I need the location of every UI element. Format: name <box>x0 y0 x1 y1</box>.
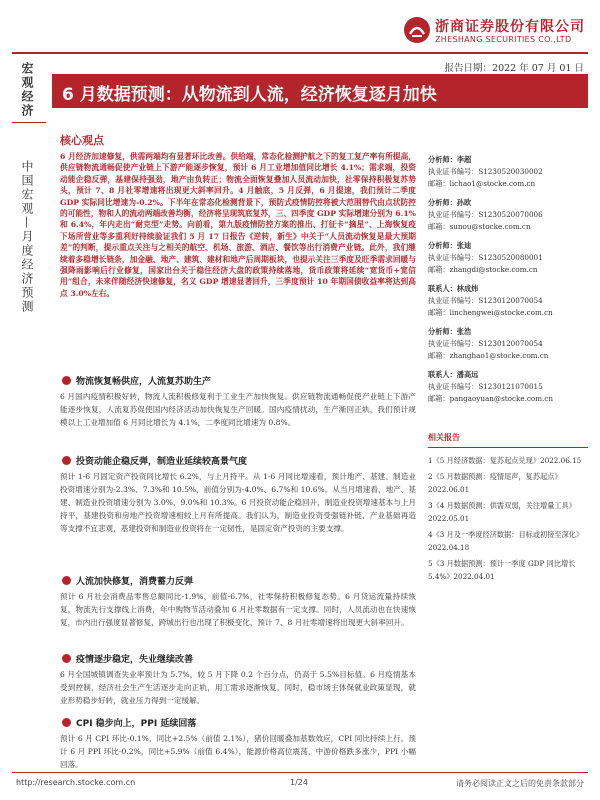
topic-title: 疫情逐步稳定，失业继续改善 <box>76 655 194 665</box>
topic-title: CPI 稳步向上，PPI 延续回落 <box>76 719 197 729</box>
company-name-en: ZHESHANG SECURITIES CO.,LTD <box>435 35 572 44</box>
title-bar <box>52 74 588 108</box>
analyst-card <box>428 326 588 362</box>
analyst-role: 分析师： <box>428 198 457 207</box>
topic-title: 人流加快修复，消费蓄力反弹 <box>76 577 194 587</box>
analyst-card <box>428 154 588 190</box>
analyst-cert: 执业证书编号：S1230120070054 <box>428 339 543 348</box>
core-view-heading: 核心观点 <box>60 134 104 147</box>
analyst-card <box>428 369 588 405</box>
analyst-cert: 执业证书编号：S1230121070015 <box>428 382 543 391</box>
topic-section <box>60 574 416 655</box>
analyst-name: 张迪 <box>456 241 472 250</box>
analyst-role: 联系人： <box>428 284 457 293</box>
analyst-card <box>428 197 588 233</box>
page-number: 1/24 <box>290 778 308 787</box>
disclaimer-note: 请务必阅读正文之后的免责条款部分 <box>456 779 584 788</box>
analyst-role: 分析师： <box>428 327 457 336</box>
topic-title: 投资动能企稳反弹，制造业延续较高景气度 <box>76 457 248 467</box>
related-reports <box>428 432 588 586</box>
topic-body: 6 月国内疫情积极好转，物流人流积极修复利于工业生产加快恢复。供应链物流通畅促使产业链上下游产能逐步恢复，人流复苏促使国内经济活动加快恢复生产回暖。国内疫情扰动，生产渐回正轨，我们预计规模以上工业增加值 6 月同比增长为 4.1%，二季度同比增速为 0.8%。 <box>60 392 416 427</box>
company-name-cn: 浙商证券股份有限公司 <box>435 19 585 35</box>
core-view-section <box>60 132 416 367</box>
analyst-email[interactable]: 邮箱：zhangdi@stocke.com.cn <box>428 265 538 274</box>
footer-url-link[interactable]: http://research.stocke.com.cn <box>16 778 136 787</box>
topic-section <box>60 374 416 455</box>
bullet-icon <box>62 376 71 385</box>
analyst-list <box>428 154 588 412</box>
analyst-cert: 执业证书编号：S1230120070054 <box>428 296 543 305</box>
topic-body: 预计 1-6 月固定资产投资同比增长 6.2%，与上月持平。从 1-6 月同比增速看，预计地产、基建、制造业投资增速分别为-2.3%、7.3%和 10.5%，前值分别为-4.0%、6.7%和 10.6%。从当月增速看，地产、基建、制造业投资增速分别为 3.0%、9.0%和 10.3%。6 月投资动能企稳回升，制造业投资增速基本与上月持平，基建投资和房地产投资增速相较上月有所提高。我们认为，制造业投资受强链补链、产业基础再造等支撑不宜悲观，基建投资和制造业投资将在一定韧性，是固定资产投资的主要支撑。 <box>60 472 416 533</box>
header-divider <box>12 52 588 54</box>
bullet-icon <box>62 654 71 663</box>
analyst-name: 孙欧 <box>456 198 472 207</box>
analyst-card <box>428 283 588 319</box>
topic-section <box>60 652 416 721</box>
company-logo-icon <box>403 16 431 44</box>
related-report-item[interactable]: 3《4 月数据预测：供需双弱，关注增量工具》2022.05.01 <box>428 501 576 523</box>
topic-body: 预计 6 月 CPI 环比-0.1%，同比+2.5%（前值 2.1%），猪价回暖叠加基数效应，CPI 同比持续上行。预计 6 月 PPI 环比-0.2%，同比+5.9%（前值 6.4%），能源价格高位震荡，中游价格跌多涨少，PPI 小幅回落。 <box>60 734 416 769</box>
report-category: 宏观经济 <box>20 62 34 118</box>
analyst-email[interactable]: 邮箱：linchengwei@stocke.com.cn <box>428 308 553 317</box>
analyst-name: 林成炜 <box>456 284 479 293</box>
topic-body: 6 月全国城镇调查失业率预计为 5.7%，较 5 月下降 0.2 个百分点，仍高于 5.5%目标值。6 月疫情基本受到控制，经济社会生产生活逐步走向正轨，用工需求逐渐恢复，同时，稳市场主体保就业政策显现，就业形势稳步好转，就业压力得到一定缓解。 <box>60 670 416 705</box>
analyst-cert: 执业证书编号：S1230520070006 <box>428 210 543 219</box>
page-title: 6 月数据预测：从物流到人流，经济恢复逐月加快 <box>62 85 437 105</box>
sidebar-divider <box>12 122 46 123</box>
company-logo <box>403 14 585 48</box>
analyst-cert: 执业证书编号：S1230520080001 <box>428 253 543 262</box>
analyst-email[interactable]: 邮箱：zhanghao1@stocke.com.cn <box>428 351 549 360</box>
analyst-name: 张浩 <box>456 327 472 336</box>
related-report-item[interactable]: 1《5 月经济数据：复苏起点兑现》2022.06.15 <box>428 456 582 465</box>
footer-divider <box>12 772 588 773</box>
topic-body: 预计 6 月社会消费品零售总额同比-1.9%，前值-6.7%，社零保持积极修复态势。6 月货运流量持续恢复，物流先行支撑线上消费，年中购物节活动叠加 6 月社零数据有一定支撑。同时，人员流动也在快速恢复，市内出行强度显著修复，跨城出行也出现了积极变化，预计 7、8 月社零增速将出现更大斜率回升。 <box>60 592 416 627</box>
core-view-text: 6 月经济加速修复，供需两端均有显著环比改善。供给端，常态化检测护航之下的复工复产率有所提高，供应链物流通畅促使产业链上下游产能逐步恢复，预计 6 月工业增加值同比增长 4.1%；需求端，投资动能企稳反弹，基建保持强劲，地产由负转正；物流全面恢复叠加人员流动加快，社零保持积极复苏势头，预计 7、8 月社零增速将出现更大斜率回升。4 月触底，5 月反弹，6 月提速，我们预计二季度 GDP 实际同比增速为-0.2%。下半年在常态化检测背景下，预防式疫情防控将被大范围替代由点状防控的可能性，物和人的流动两端改善均衡，经济将呈现筑底复苏，三、四季度 GDP 实际增速分别为 6.1%和 6.4%，年内走出“耐克型”走势。向前看，第九版疫情防控方案的推出、打征卡“摘星”、上海恢复疫下场所营业等多重利好持续验证我们 5 月 17 日报告《逆转，新生》中关于“人员流动恢复是最大预期差”的判断，提示重点关注与之相关的航空、机场、旅游、酒店、餐饮等出行消费产业链。此外，我们继续着多稳增长链条，加金融、地产、建筑、建材和地产后周期板块，也提示关注三季度及旺季需求回暖与强降雨影响后行业修复，国家出台关于稳住经济大盘的政策持续落地，货币政策将延续“宽货币+宽信用”组合，未来伴随经济快速修复，名义 GDP 增速显著回升，三季度预计 10 年期国债收益率将达到高点 3.0%左右。 <box>60 152 416 298</box>
analyst-cert: 执业证书编号：S1230520030002 <box>428 167 543 176</box>
analyst-role: 分析师： <box>428 241 457 250</box>
related-report-item[interactable]: 2《5 月数据预测：疫情尾声，复苏起点》2022.06.01 <box>428 472 562 494</box>
analyst-card <box>428 240 588 276</box>
report-type: 中国宏观—月度经济预测 <box>20 160 34 314</box>
analyst-email[interactable]: 邮箱：pangaoyuan@stocke.com.cn <box>428 394 554 403</box>
topic-section <box>60 454 416 573</box>
bullet-icon <box>62 576 71 585</box>
bullet-icon <box>62 718 71 727</box>
analyst-role: 联系人： <box>428 370 457 379</box>
related-report-item[interactable]: 4《3 月及一季度经济数据：目标或初接至深化》2022.04.18 <box>428 530 584 552</box>
bullet-icon <box>62 456 71 465</box>
analyst-name: 李超 <box>456 155 472 164</box>
topic-section <box>60 716 416 773</box>
analyst-role: 分析师： <box>428 155 457 164</box>
analyst-name: 潘高远 <box>456 370 479 379</box>
analyst-email[interactable]: 邮箱：lichao1@stocke.com.cn <box>428 179 536 188</box>
related-report-item[interactable]: 5《3 月数据预测：预计一季度 GDP 同比增长 5.4%》2022.04.01 <box>428 559 576 581</box>
report-date: 报告日期：2022 年 07 月 01 日 <box>444 63 584 74</box>
analyst-email[interactable]: 邮箱：sunou@stocke.com.cn <box>428 222 531 231</box>
topic-title: 物流恢复畅供应，人流复苏助生产 <box>76 377 212 387</box>
related-reports-heading: 相关报告 <box>428 432 588 448</box>
